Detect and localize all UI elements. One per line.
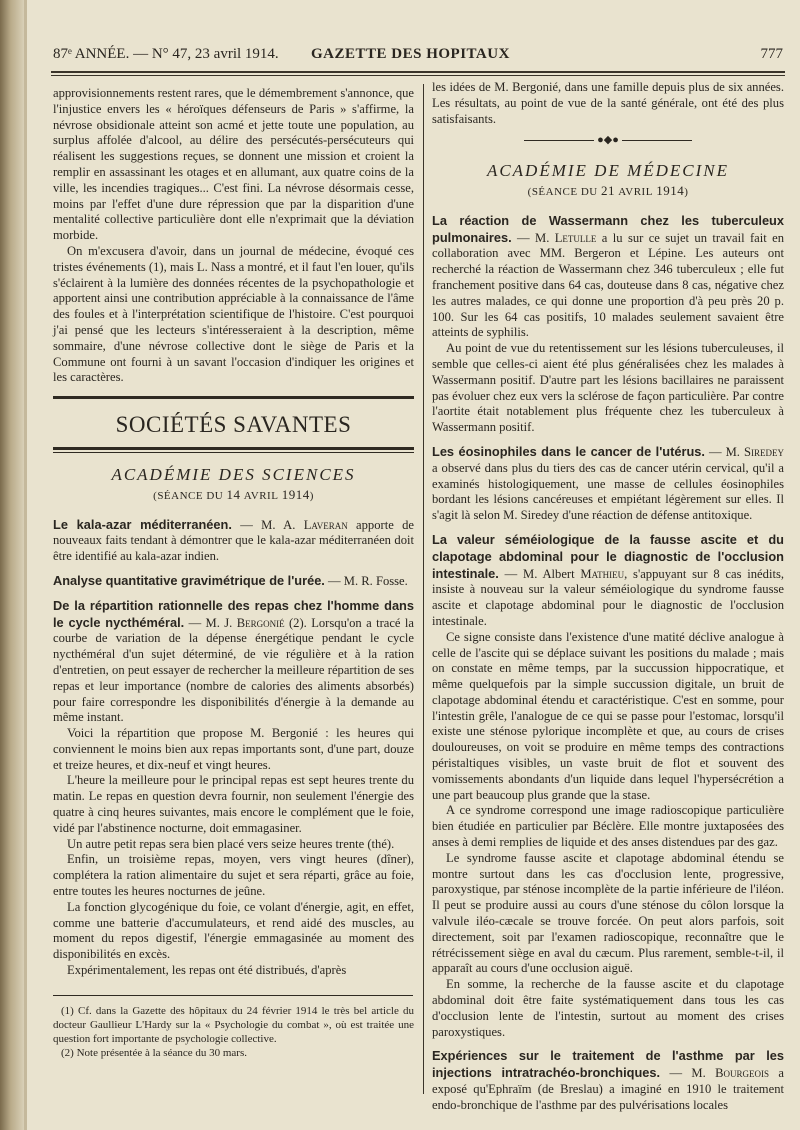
communication-entry	[53, 598, 414, 726]
academy-heading: ACADÉMIE DES SCIENCES	[111, 464, 356, 484]
section-rule-thick	[53, 447, 414, 450]
session-day: 21	[600, 182, 615, 198]
entry-title: Expériences sur le traitement de l'asthme par les injections intratrachéo-bronchiques.	[432, 1048, 784, 1081]
paragraph: Expérimentalement, les repas ont été distribués, d'après	[67, 963, 347, 978]
page	[27, 0, 800, 1130]
entry-title: De la répartition rationnelle des repas chez l'homme dans le cycle nycthéméral.	[53, 597, 414, 630]
communication-entry	[53, 517, 414, 565]
book-binding-edge	[0, 0, 24, 1130]
session-label: SÉANCE DU	[157, 489, 224, 502]
ornament-line	[524, 140, 594, 141]
ornament-divider: ●◆●	[432, 133, 784, 149]
footnote: (1) Cf. dans la Gazette des hôpitaux du 24 février 1914 le très bel article du docteur Gaullieur L'Hardy sur la « Psychologie du combat », où est traitée une question fort importante de psychologie collective.	[53, 1004, 414, 1045]
column-divider	[423, 84, 424, 1094]
journal-title: GAZETTE DES HOPITAUX	[311, 46, 510, 62]
entry-author-prefix: — M. J.	[184, 615, 237, 630]
paragraph: Ce signe consiste dans l'existence d'une matité déclive analogue à celle de l'ascite qui se déplace suivant les positions du malade ; mais on constate en même temps, par la succussion hippocratique, et même quelquefois par la simple succussion digitale, un bruit de clapotage abdominal étendu et caractéristique. C'est en somme, pour l'intestin grêle, l'analogue de ce qui se passe pour l'estomac, lorsqu'il existe une sténose pylorique incomplète et que, au cours de crises douloureuses, on voit se produire en même temps des contractions péristaltiques visibles, un vaste bruit de flot et souvent des vomissements abondants d'un liquide dans lequel l'hypersécrétion a une part beaucoup plus grande que la stase.	[432, 629, 784, 802]
entry-author: Mathieu	[580, 566, 625, 581]
right-column	[432, 80, 784, 1114]
footnote: (2) Note présentée à la séance du 30 mars.	[61, 1046, 248, 1059]
session-date: (SÉANCE DU 21 AVRIL 1914)	[527, 182, 689, 198]
entry-author-prefix: — M. A.	[231, 517, 304, 532]
issue-info: 87ᵉ ANNÉE. — N° 47, 23 avril 1914.	[53, 46, 279, 62]
entry-body: apporte de nouveaux faits tendant à démontrer que le kala-azar méditerranéen doit être identifié au kala-azar indien.	[53, 517, 415, 564]
academy-heading: ACADÉMIE DE MÉDECINE	[486, 161, 730, 181]
session-year: 1914	[656, 182, 685, 198]
entry-body: , s'appuyant sur 8 cas inédits, insiste à nouveau sur la valeur séméiologique du syndrome fausse ascite et clapotage abdominal pour le diagnostic de l'occlusion intestinale.	[432, 566, 784, 628]
left-column	[53, 86, 414, 1060]
session-label: SÉANCE DU	[531, 185, 598, 198]
entry-author-prefix: — M. Albert	[498, 566, 581, 581]
entry-body: (2). Lorsqu'on a tracé la courbe de variation de la dépense énergétique pendant le cycle nycthéméral d'un sujet déterminé, de vie régulière et à la ration d'entretien, on peut essayer de rechercher la meilleure répartition de ses repas et leur importance (nombre de calories des aliments absorbés) pour faire correspondre les disponibilités d'énergie à la demande au même instant.	[53, 615, 414, 725]
communication-entry	[432, 213, 784, 341]
paragraph: Le syndrome fausse ascite et clapotage abdominal étendu se montre surtout dans les cas d'occlusion lente, progressive, paroxystique, par sténose incomplète de la partie inférieure de l'iléon. Il peut se produire aussi au cours d'une sténose du côlon lorsque la valvule iléo-cæcale se trouve forcée. On peut alors parfois, soit directement, soit par l'examen radioscopique, reconnaître que le rétrécissement siège en aval du cæcum. Plus rarement, semble-t-il, il apparaît au cours d'une occlusion aiguë.	[432, 850, 784, 976]
session-date: (SÉANCE DU 14 AVRIL 1914)	[153, 486, 314, 502]
paragraph: les idées de M. Bergonié, dans une famille depuis plus de six années. Les résultats, au point de vue de la santé générale, ont été des plus satisfaisants.	[432, 80, 784, 126]
paragraph: Voici la répartition que propose M. Bergonié : les heures qui conviennent le moins bien aux repas importants sont, d'une part, douze et treize heures, et dix-neuf et vingt heures.	[53, 726, 414, 772]
page-number: 777	[760, 46, 783, 62]
session-day: 14	[226, 486, 241, 502]
entry-author: Siredey	[744, 444, 784, 459]
session-year: 1914	[281, 486, 310, 502]
session-month: AVRIL	[618, 185, 653, 198]
entry-author: Laveran	[303, 517, 348, 532]
paragraph: approvisionnements restent rares, que le démembrement s'annonce, que l'injustice envers les « héroïques défenseurs de Paris » s'affirme, la névrose obsidionale atteint son acmé et jette toute une population, au surplus affolée d'alcool, au délire des persécutés-persécuteurs qui réalisent les suggestions reçues, se donnent une mission et croient la remplir en assassinant les otages et en allumant, aux quatre coins de la ville, les incendies tragiques... C'est fini. La névrose désormais cesse, moins par l'effet d'une dure répression que par la disparition d'une mentalité collective particulière dont elle n'exprimait que la déviation morbide.	[53, 86, 414, 243]
entry-body: — M. R. Fosse.	[324, 573, 408, 588]
entry-title: La réaction de Wassermann chez les tuberculeux pulmonaires.	[432, 212, 784, 245]
communication-entry	[432, 1048, 784, 1113]
paragraph: A ce syndrome correspond une image radioscopique particulière bien étudiée en particulier par Béclère. Elle montre juxtaposées des anses à demi remplies de liquide et des anses distendues par des gaz.	[432, 803, 784, 850]
header-rule-thick	[51, 71, 785, 73]
entry-author: Letulle	[554, 230, 597, 245]
section-rule-thin	[53, 452, 414, 453]
ornament-line	[622, 140, 692, 141]
entry-title: La valeur séméiologique de la fausse ascite et du clapotage abdominal pour le diagnostic de l'occlusion intestinale.	[432, 531, 784, 581]
entry-author-prefix: — M.	[704, 444, 744, 459]
entry-title: Analyse quantitative gravimétrique de l'urée.	[53, 572, 325, 588]
section-rule-thick	[53, 396, 414, 399]
footnote-rule	[53, 995, 413, 996]
entry-author-prefix: — M.	[660, 1066, 716, 1081]
session-month: AVRIL	[243, 489, 279, 502]
entry-title: Les éosinophiles dans le cancer de l'utérus.	[432, 443, 705, 459]
section-title: SOCIÉTÉS SAVANTES	[115, 412, 352, 438]
communication-entry	[53, 573, 414, 590]
paragraph: On m'excusera d'avoir, dans un journal de médecine, évoqué ces tristes événements (1), mais L. Nass a montré, et il faut l'en louer, qu'ils s'éclairent à la lumière des données récentes de la psychopathologie et apportent ainsi une contribution appréciable à la connaissance de l'âme des foules et à l'interprétation scientifique de l'histoire. C'est pourquoi j'ai pensé que les lecteurs s'intéresseraient à la description, même sommaire, d'une névrose collective dont le siège de Paris et la Commune ont fourni à un savant l'occasion d'indiquer les origines et les caractères.	[53, 243, 414, 385]
paragraph: La fonction glycogénique du foie, ce volant d'énergie, agit, en effet, comme une batterie d'accumulateurs, et rend aidé des muscles, au moment du repos digestif, l'énergie emmagasinée au moment des disponibilités en excès.	[53, 899, 414, 962]
entry-author-prefix: — M.	[511, 230, 555, 245]
running-header	[53, 46, 783, 66]
communication-entry	[432, 532, 784, 630]
paragraph: Au point de vue du retentissement sur les lésions tuberculeuses, il semble que celles-ci aient été plus généralisées chez les malades à Wassermann positif. D'autre part les lésions bacillaires ne paraissent pas évoluer chez eux vers la sclérose de façon particulière. Par contre l'aortite était notablement plus fréquente chez les tuberculeux à Wassermann positif.	[432, 341, 784, 435]
paragraph: L'heure la meilleure pour le principal repas est sept heures trente du matin. Le repas en question devra fournir, non seulement l'énergie des quatre à cinq heures suivantes, mais encore le complément que le foie, vidé par l'abstinence nocturne, doit emmagasiner.	[53, 773, 414, 835]
paragraph: Un autre petit repas sera bien placé vers seize heures trente (thé).	[67, 836, 395, 851]
entry-author: Bergonié	[236, 615, 285, 630]
paragraph: Enfin, un troisième repas, moyen, vers vingt heures (dîner), complétera la ration alimentaire du sujet et sera réparti, grâce au foie, entre toutes les heures nocturnes de jeûne.	[53, 852, 414, 899]
entry-body: a observé dans plus du tiers des cas de cancer utérin cervical, qu'il a examinés histologiquement, une masse de cellules éosinophiles bordant les lésions cancéreuses et empiétant légèrement sur elles. Il s'agit là selon M. Siredey d'une réaction de défense antitoxique.	[432, 460, 784, 523]
entry-body: a exposé qu'Ephraïm (de Breslau) a imaginé en 1910 le traitement endo-bronchique de l'asthme par des pulvérisations locales	[432, 1066, 784, 1112]
header-rule-thin	[51, 75, 785, 76]
entry-author: Bourgeois	[715, 1066, 770, 1081]
communication-entry	[432, 444, 784, 524]
paragraph: En somme, la recherche de la fausse ascite et du clapotage abdominal doit être faite systématiquement dans tous les cas d'occlusion lente de l'intestin, surtout au moment des crises paroxystiques.	[432, 977, 784, 1039]
entry-title: Le kala-azar méditerranéen.	[53, 516, 232, 532]
entry-body: a lu sur ce sujet un travail fait en collaboration avec MM. Bergeron et Lépine. Les auteurs ont recherché la réaction de Wassermann chez 346 tuberculeux ; elle fut franchement positive dans 64 cas, douteuse dans 8 cas, négative chez les autres malades, ce qui donne une proportion d'à peu près 20 p. 100. Sur les 64 cas positifs, 10 malades seulement savaient être atteints de syphilis.	[432, 230, 784, 340]
